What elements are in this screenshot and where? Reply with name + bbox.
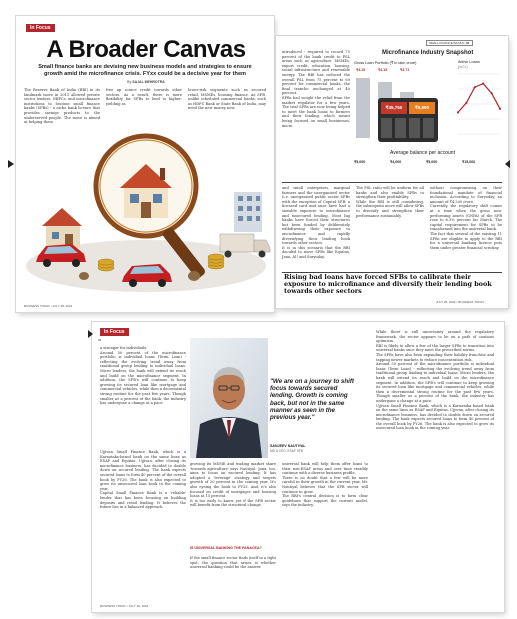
avg-value-1: ₹5,000 (354, 160, 366, 164)
avg-balance-label: Average balance per account (390, 150, 455, 156)
left-arrow-icon (8, 160, 14, 168)
section-tag: In Focus (100, 328, 129, 336)
divider (282, 182, 502, 183)
quote-role: MD & CEO, ESAF SFB (270, 449, 303, 453)
folio: BUSINESS TODAY • JULY 28, 2024 (24, 304, 73, 308)
section-tag: In Focus (26, 24, 55, 32)
gross-loan-label: Gross Loan Portfolio (₹ in lakh crore) (354, 61, 417, 65)
byline: By SAJAL MEHROTRA (127, 80, 165, 84)
pull-quote: "We are on a journey to shift focus towards secured lending. Growth is coming back, but not in the same manner as seen in the previous year." (270, 378, 354, 422)
active-loans-point (499, 108, 501, 110)
active-loans-units: (in Cr.) (458, 65, 468, 69)
body-col-2b: If the small finance sector finds itself in a tight spot, the question that arises is whether universal banking could be the answer. (190, 556, 276, 570)
ceo-portrait-photo (190, 338, 268, 458)
subhead: IS UNIVERSAL BANKING THE PANACEA? (190, 546, 262, 550)
active-loans-point (482, 83, 484, 85)
spread-page-left (16, 16, 274, 312)
body-col-b: The PSL ratio will be uniform for all banks and also enable SFBs to strengthen their profitability. While the RBI is still considering, the subsequent move will allow SFBs to diversify and strengthen their performance sustainably. (356, 186, 424, 218)
bar-value-3: ₹2.71 (400, 68, 410, 72)
article-page-bottom (92, 322, 504, 612)
active-loans-line-chart (454, 70, 504, 140)
deck: Small finance banks are devising new business models and strategies to ensure growth amid the microfinance crisis. FYxx could be a decisive year for them (38, 64, 252, 77)
quote-attribution: SANJEEV NAUTIYAL (270, 444, 306, 448)
active-loans-point (491, 92, 493, 94)
callout: Rising bad loans have forced SFBs to calibrate their exposure to microfinance and diversify their lending book towards other sectors (284, 273, 492, 296)
body-col-top: introduced - required to record 75 percent of the bank credit to PSL areas such as agriculture, MSMEs, export credit, education, housing, social infrastructure and renewable energy. The RBI has reduced the overall PSL from 75 percent to 60 percent for commercial banks, the final tranche unchanged at 40 percent. SFBs had sought the relief from the market regulator for a few years. The trial SFBs are now being helped to meet the bank loans to farmers and their lending, which meant being focused on small businesses, micro (282, 50, 350, 128)
calculator-keys (381, 118, 435, 138)
right-arrow-icon (505, 160, 510, 168)
folio: JULY 28, 2024 • BUSINESS TODAY (436, 300, 485, 304)
bar-value-1: ₹4.15 (356, 68, 366, 72)
body-col-2: growing its MSME and trading market share 'towards agriculture' says Nautiyal. Jana, too, aims to focus on secured lending. It has adopted a 'leverage' strategy and targets growth of 20 percent in the coming year. It's also eyeing the book to FY25. And, it's also focused on credit of mortgages and housing loans at 15 percent. It is too early to know, yet if the SFB sector will benefit from the structural change. (190, 462, 276, 508)
active-loans-series-line (458, 84, 500, 113)
body-col-1: The Reserve Bank of India (RBI) in its landmark move in 2015 allowed private sector lenders, NBFCs, and microfinance institutions to become small finance banks (SFBs) - a niche bank licence that provides savings products to the underserved people. The move is aimed at helping them (24, 88, 100, 125)
body-col-1: a stronger for individuals. Around 50 percent of the microfinance portfolio is individual loans (Term Loan) - reflecting the evolving trend away from traditional group lending to individual loans. Micro lenders, the bank will extend its reach and build on the microfinance segment. In addition, the SFB's will continue to keep growing its secured loan like mortgage and commercial vehicles, while then a decremental strong routine for the past few years. Though smaller as a percent of the bank, the industry has undergone a change at a pace. (100, 346, 186, 406)
page3-arrow-icon (88, 330, 93, 338)
illustration-magnifier-city (20, 116, 272, 302)
body-col-4: While there is still uncertainty around the regulatory framework, the sector appears to be on a path of cautious optimism. RBI is likely to allow a few of the larger SFBs to transition into universal banks once they meet the prescribed norms. The SFBs have also been expanding their liability franchise and tapping newer markets to reduce concentration risk. Around 50 percent of the microfinance portfolio is individual loans (Term Loan) - reflecting the evolving trend away from traditional group lending to individual loans. Micro lenders, the bank will extend its reach and build on the microfinance segment. In addition, the SFB's will continue to keep growing its secured loan like mortgage and commercial vehicles, while then a decremental strong routine for the past few years. Though smaller as a percent of the bank, the industry has undergone a change at a pace. Ujjivan Small Finance Bank, which is a Karnataka-based bank on the same lines as ESAF and Equitas. Ujjivan, after closing its microfinance business, has decided to double down on secured lending. The bank expects secured loans to form 40 percent of the overall book by FY26. The bank is also expected to grow its unsecured loan book in the coming year. (376, 330, 494, 431)
body-col-a: and small enterprises, marginal farmers and the unorganised sector (i.e. unorganised public sector SFBs with the exception of Capital SFB: a licensed card and ones have had a sizeable exposure to microfinance and unsecured lending. Most big banks have forced their structures but been funded by deliberately withdrawing their exposure to microfinance and rapidly diversifying their lending book towards other sectors. It is in this scenario that the RBI decided to move SFBs like Equitas, Jana, AU and Suryoday. (282, 186, 350, 259)
avg-value-2: ₹4,000 (390, 160, 402, 164)
section-label: SMALL FINANCE BANKS | 91 (426, 40, 473, 46)
page-number: 92 (98, 338, 102, 342)
active-loans-point (474, 86, 476, 88)
body-col-1b: Ujjivan Small Finance Bank, which is a Karnataka-based bank on the same lines as ESAF and Equitas. Ujjivan, after closing its microfinance business, has decided to double down on secured lending. The bank expects secured loans to form 40 percent of the overall book by FY26. The bank is also expected to grow its unsecured loan book in the coming year. Capital Small Finance Bank is a 'reliable' lender that has been focusing on building deposits and retail lending. It believes the future lies in a balanced approach. (100, 450, 186, 510)
avg-value-3: ₹5,000 (426, 160, 438, 164)
calculator-illustration (378, 98, 438, 142)
highlight-value-1: ₹45,750 (381, 102, 407, 114)
headline: A Broader Canvas (46, 36, 246, 63)
active-loans-point (457, 111, 459, 113)
infographic-title: Microfinance Industry Snapshot (382, 50, 474, 56)
avg-value-4: ₹15,000 (462, 160, 476, 164)
body-col-c: without compromising on their foundational mandate of financial inclusion. According to Suryoday, an amount of ₹4,200 crore. Currently, the regulatory shift comes at a time when the gross non-performing assets (GNPA) of the SFB rose to 6.3% percent for March. The capital requirement for SFBs to be transformed into the universal bank. The fact that several of the existing 11 SFBs are eligible to apply to the RBI for a universal banking licence puts them under greater financial scrutiny. (430, 186, 502, 250)
spread-page-right (276, 36, 508, 308)
body-col-3: lower-risk segments such as secured retail, MSMEs, housing finance. As SFB, unlike scheduled commercial banks, such as HDFC Bank or State Bank of India, may need the new money now. (188, 88, 266, 111)
active-loans-point (465, 102, 467, 104)
highlight-value-2: ₹5,990 (409, 102, 435, 114)
folio: BUSINESS TODAY • JULY 28, 2024 (100, 604, 149, 608)
body-col-2: free up scarce credit towards other sectors. As a result, there is more flexibility for SFBs to lend to higher-yielding as (106, 88, 182, 106)
bar-value-2: ₹4.15 (378, 68, 388, 72)
infographic-microfinance (354, 50, 504, 200)
body-col-3: universal bank will help them offer loans to their non-ESAF areas and over time steadily continue with a diverse business profile. There is no doubt that a few will be more careful in their growth in the current year. Mr. Nautiyal believes that the SFB sector will continue to grow. The RBI's central decision is to form clear guidelines that support the current model, says the industry. (282, 462, 368, 508)
active-loans-label: Active Loans (458, 60, 480, 64)
